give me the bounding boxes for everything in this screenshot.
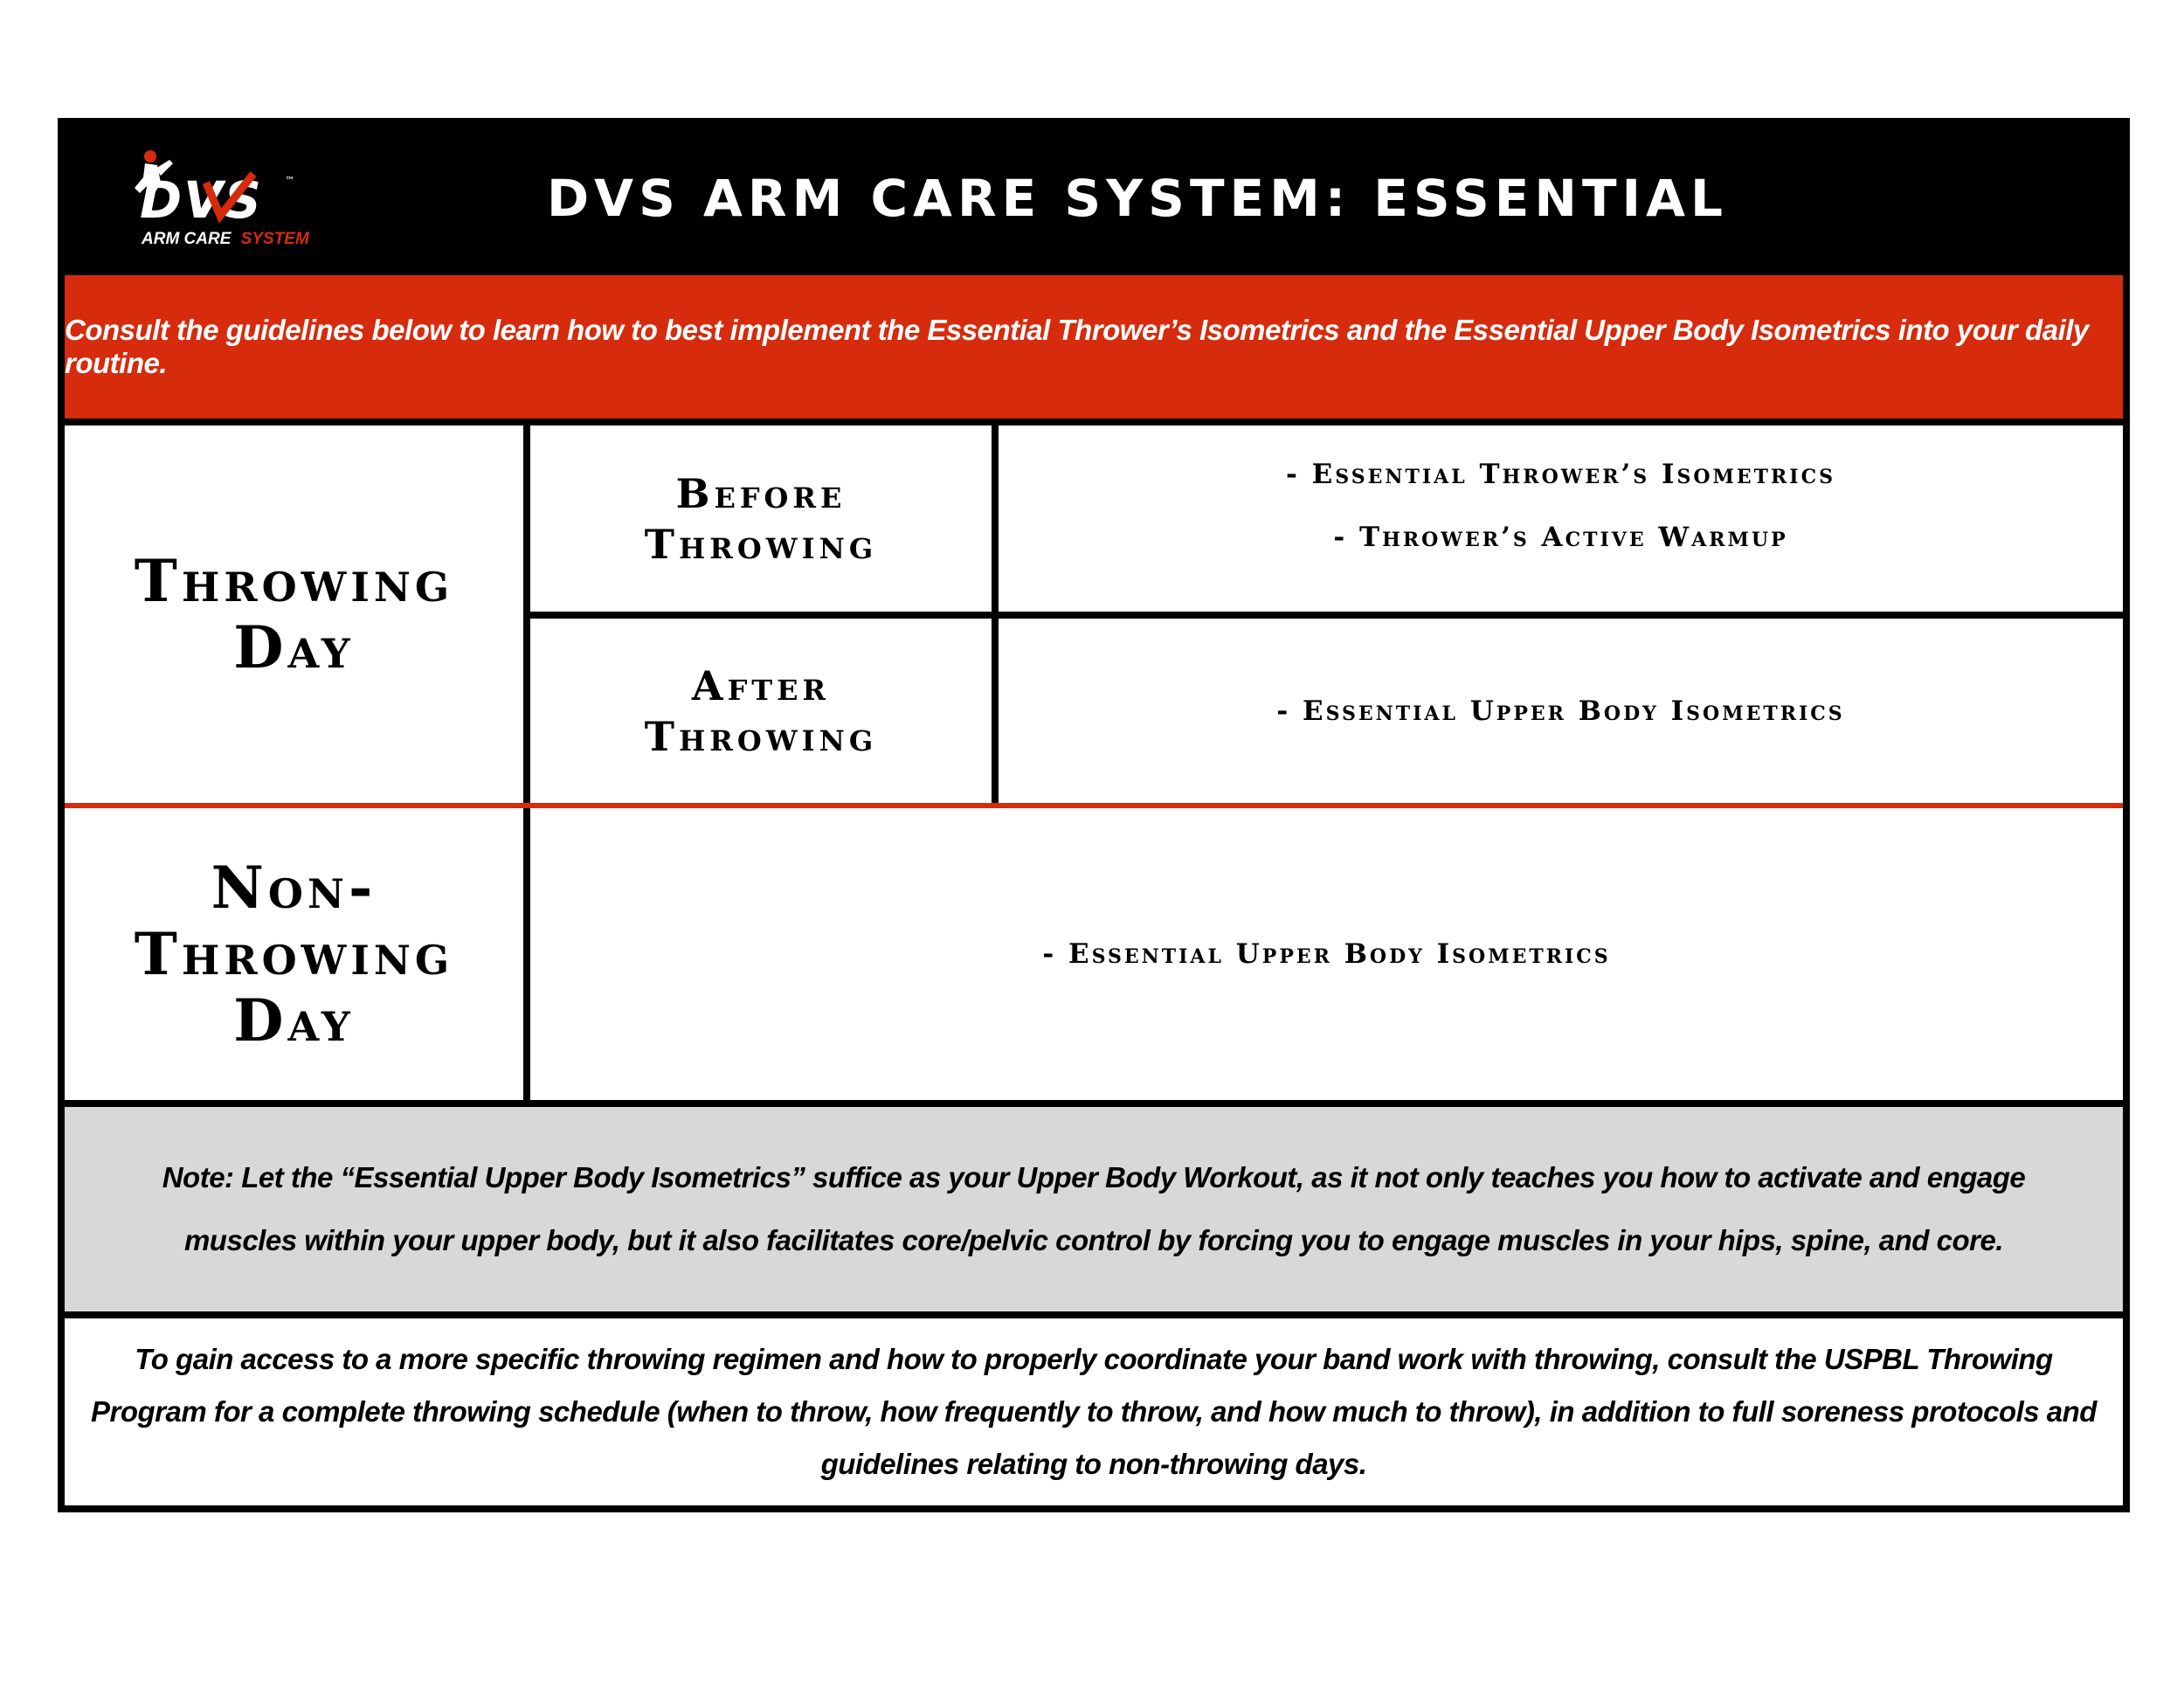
before-throwing-items <box>999 425 2123 612</box>
non-throwing-day-line2: Throwing <box>134 920 454 988</box>
non-throwing-day-line3: Day <box>233 986 355 1055</box>
page-title: DVS ARM CARE SYSTEM: ESSENTIAL <box>547 169 1728 228</box>
footer-box <box>65 1318 2123 1505</box>
note-text: Note: Let the “Essential Upper Body Isometrics” suffice as your Upper Body Workout, as it not only teaches you how to activate and engage muscles within your upper body, but it also facilitates core/pelvic control by forcing you to engage muscles in your hips, spine, and core. <box>162 1161 2026 1256</box>
logo-tagline-arm-care: ARM CARE <box>142 230 232 248</box>
after-throwing-label <box>530 619 992 803</box>
throwing-day-line2: Day <box>233 613 355 681</box>
non-throwing-day-line1: Non- <box>211 854 377 922</box>
note-box <box>65 1107 2123 1311</box>
throwing-day-line1: Throwing <box>134 547 454 615</box>
svg-text:ARM CARE SYSTEM <box>141 230 310 248</box>
arm-care-sheet <box>58 118 2130 1512</box>
before-throwing-label <box>530 425 992 612</box>
non-throwing-day-label <box>65 808 523 1100</box>
list-item: - Essential Thrower’s Isometrics <box>1286 458 1835 490</box>
after-throwing-line1: After <box>691 661 831 709</box>
logo-trademark: ™ <box>285 175 295 187</box>
before-throwing-line2: Throwing <box>644 520 878 568</box>
non-throwing-day-items <box>530 808 2123 1100</box>
before-throwing-line1: Before <box>675 469 847 517</box>
list-item: - Thrower’s Active Warmup <box>1333 521 1788 553</box>
after-throwing-line2: Throwing <box>644 712 878 760</box>
after-throwing-items <box>999 619 2123 803</box>
logo-mark: DVS <box>140 170 263 230</box>
footer-text: To gain access to a more specific throwing regimen and how to properly coordinate your band work with throwing, consult the USPBL Throwing Program for a complete throwing schedule (when to throw, how frequently to throw, and how much to throw), in addition to full soreness protocols and guidelines relating to non-throwing days. <box>91 1343 2097 1480</box>
header-bar <box>65 125 2123 275</box>
logo-tagline-system: SYSTEM <box>240 230 309 248</box>
list-item: - Essential Upper Body Isometrics <box>1276 695 1845 727</box>
guidelines-banner: Consult the guidelines below to learn how to best implement the Essential Thrower’s Isometrics and the Essential Upper Body Isometrics into your daily routine. <box>65 275 2123 419</box>
throwing-day-label <box>65 425 523 803</box>
list-item: - Essential Upper Body Isometrics <box>1042 938 1611 970</box>
